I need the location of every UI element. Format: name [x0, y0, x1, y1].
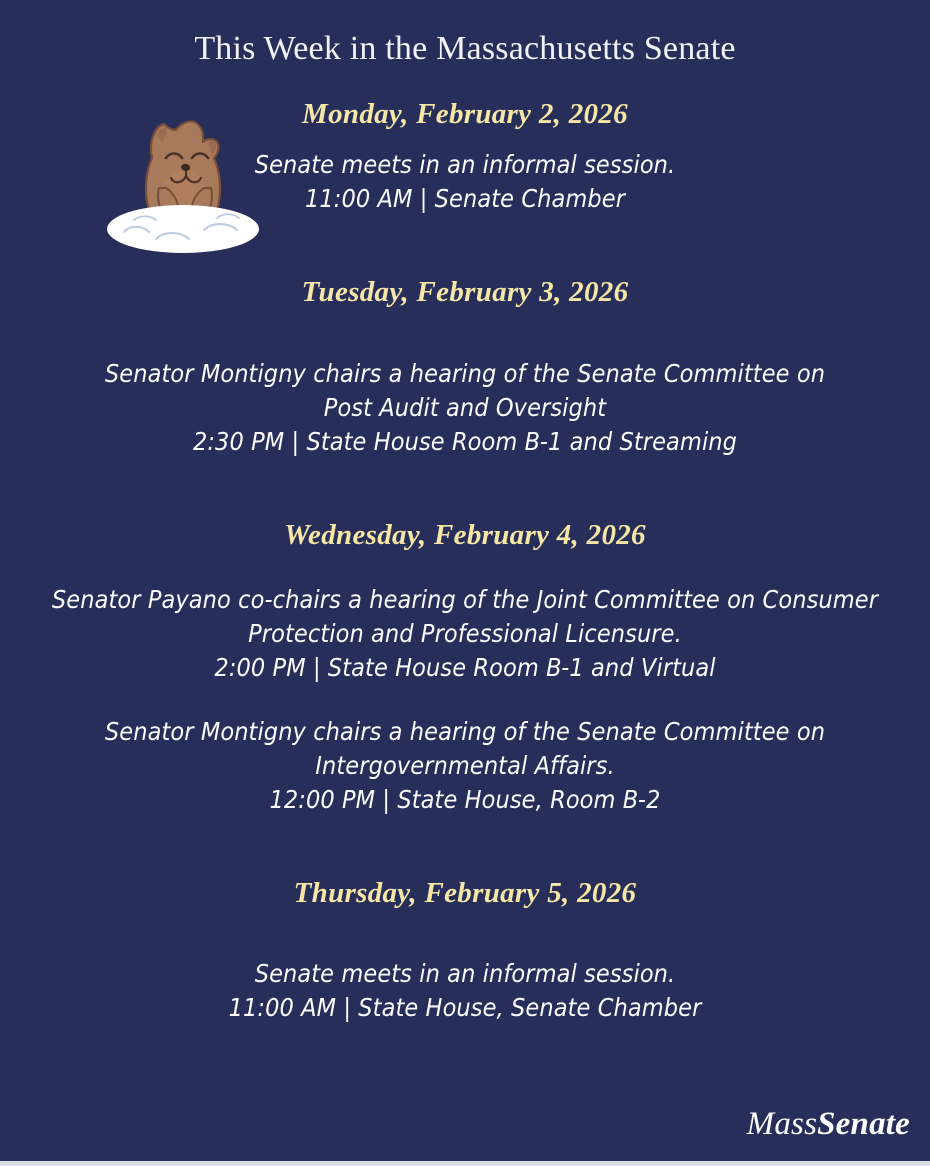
- logo-prefix: Mass: [746, 1106, 818, 1142]
- event-wednesday-1: [0, 583, 930, 685]
- event-monday-1: [0, 148, 930, 216]
- mass-senate-logo: [747, 1106, 910, 1143]
- spacer: [0, 132, 930, 148]
- event-line: 2:00 PM | State House Room B-1 and Virtual: [214, 652, 716, 682]
- schedule-list: [0, 96, 930, 1025]
- event-line: 11:00 AM | Senate Chamber: [304, 184, 626, 214]
- day-heading-thursday: Thursday, February 5, 2026: [293, 876, 637, 909]
- event-line: Senate meets in an informal session.: [254, 959, 676, 988]
- event-line: Protection and Professional Licensure.: [248, 618, 682, 648]
- day-heading-monday: Monday, February 2, 2026: [302, 98, 628, 130]
- day-block-tuesday: [0, 274, 930, 458]
- day-heading-tuesday: Tuesday, February 3, 2026: [301, 276, 629, 309]
- day-heading-wednesday: Wednesday, February 4, 2026: [284, 518, 646, 551]
- day-block-monday: [0, 96, 930, 216]
- event-tuesday-1: [0, 357, 930, 459]
- spacer: [0, 817, 930, 875]
- day-block-wednesday: [0, 517, 930, 817]
- day-block-thursday: [0, 875, 930, 1025]
- event-line: Intergovernmental Affairs.: [315, 750, 615, 780]
- spacer: [0, 459, 930, 517]
- event-line: 2:30 PM | State House Room B-1 and Streaming: [192, 426, 738, 456]
- event-line: 11:00 AM | State House, Senate Chamber: [228, 993, 702, 1022]
- event-thursday-1: [0, 957, 930, 1025]
- event-line: 12:00 PM | State House, Room B-2: [269, 784, 661, 814]
- event-line: Senator Montigny chairs a hearing of the Senate Committee on: [104, 358, 826, 388]
- logo-suffix: Senate: [817, 1106, 910, 1142]
- event-wednesday-2: [0, 715, 930, 817]
- spacer: [0, 911, 930, 957]
- spacer: [0, 685, 930, 715]
- bottom-edge-strip: [0, 1161, 930, 1166]
- event-line: Post Audit and Oversight: [323, 392, 607, 422]
- spacer: [0, 216, 930, 274]
- page-title: This Week in the Massachusetts Senate: [194, 30, 736, 67]
- spacer: [0, 311, 930, 357]
- event-line: Senator Payano co-chairs a hearing of the Joint Committee on Consumer: [51, 584, 879, 614]
- event-line: Senator Montigny chairs a hearing of the Senate Committee on: [104, 716, 826, 746]
- spacer: [0, 553, 930, 583]
- event-line: Senate meets in an informal session.: [254, 150, 676, 180]
